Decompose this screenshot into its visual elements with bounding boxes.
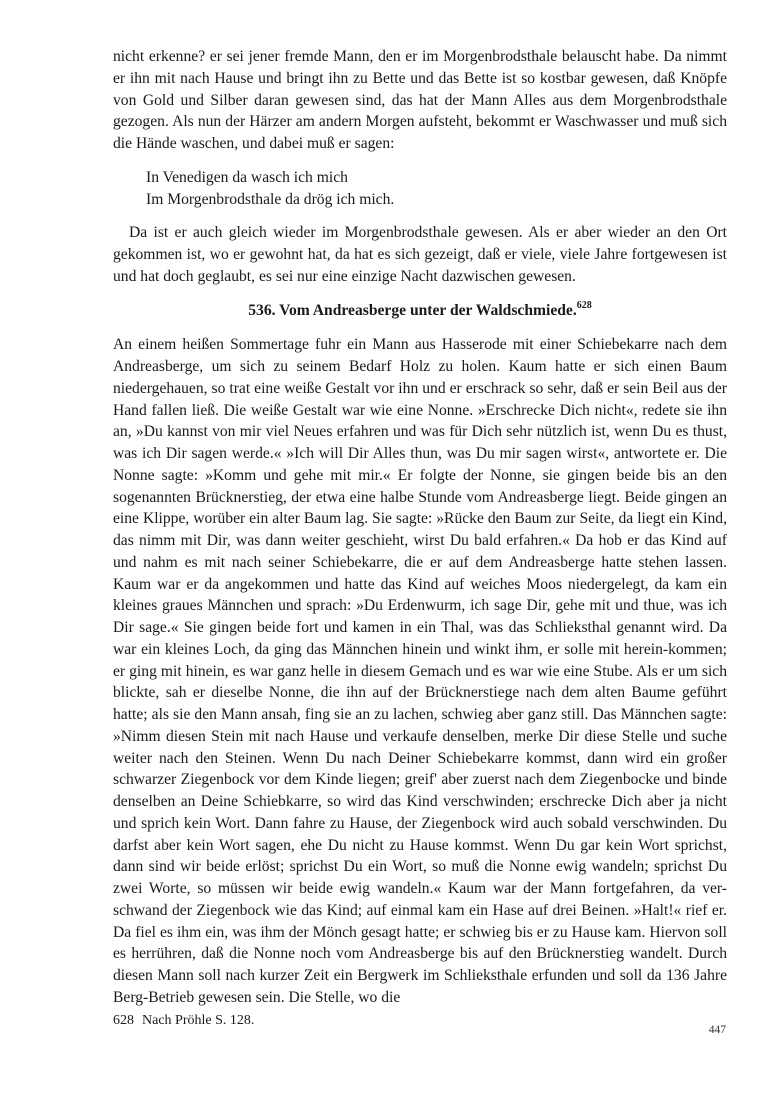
closing-paragraph: Da ist er auch gleich wieder im Morgenbrodsthale gewesen. Als er aber wieder an den Ort gekommen ist, wo er gewohnt hat, da hat es sich gezeigt, daß er viele, viele Jahre fortgewesen ist und hat doch geglaubt, es sei nur eine einzige Nacht dazwischen gewesen. <box>113 224 727 285</box>
top-paragraph: nicht erkenne? er sei jener fremde Mann, den er im Morgenbrodsthale belauscht habe. Da nimmt er ihn mit nach Hause und bringt ihn zu Bette und das Bette ist so kostbar gewesen, daß Knöpfe von Gold und Silber daran gewesen sind, das hat der Mann Alles aus dem Morgenbrodsthale gezogen. Als nun der Härzer am andern Morgen aufsteht, bekommt er Waschwasser und muß sich die Hände waschen, und dabei muß er sagen: <box>113 48 727 152</box>
footnote-reference: 628 <box>576 299 592 311</box>
section-body: An einem heißen Sommertage fuhr ein Mann aus Hasserode mit einer Schiebekarre nach dem Andreasberge, um sich zu seinem Bedarf Holz zu holen. Kaum hatte er sich einen Baum niedergehauen, so trat eine weiße Gestalt vor ihn und er erschrack so sehr, daß er sein Beil aus der Hand fallen ließ. Die weiße Gestalt war wie eine Nonne. »Erschrecke Dich nicht«, redete sie ihn an, »Du kannst von mir viel Neues erfahren und was für Dich sehr nützlich ist, wenn Du es thust, was ich Dir sagen werde.« »Ich will Dir Alles thun, was Du mir sagen wirst«, antwortete er. Die Nonne sagte: »Komm und gehe mit mir.« Er folgte der Nonne, sie gingen beide bis an den sogenannten Brücknerstieg, der etwa eine halbe Stunde vom Andreasberge liegt. Beide gingen an eine Klippe, worüber ein alter Baum lag. Sie sagte: »Rücke den Baum zur Seite, da liegt ein Kind, das nimm mit Dir, was dann weiter geschieht, wirst Du bald erfahren.« Da hob er das Kind auf und nahm es mit nach seiner Schiebekarre, die er auf dem Andreasberge hatte stehen lassen. Kaum war er da angekommen und hatte das Kind auf weiches Moos niedergelegt, da kam ein kleines graues Männchen und sprach: »Du Erdenwurm, ich sage Dir, gehe mit und thue, was ich Dir sage.« Sie gingen beide fort und kamen in ein Thal, was das Schlieksthal genannt wird. Da war ein kleines Loch, da ging das Männchen hinein und winkt ihm, er solle mit herein-kommen; er ging mit hinein, es war ganz helle in diesem Gemach und es war wie eine Stube. Als er um sich blickte, sah er dieselbe Nonne, die ihn auf der Brücknerstiege nach dem alten Baume geführt hatte; als sie den Mann ansah, fing sie an zu lachen, schwieg aber ganz still. Das Männchen sagte: »Nimm diesen Stein mit nach Hause und verkaufe denselben, merke Dir diese Stelle und suche weiter nach den Steinen. Wenn Du nach Deiner Schiebekarre kommst, dann wird ein großer schwarzer Ziegenbock vor dem Kinde liegen; greif' aber zuerst nach dem Ziegenbocke und binde denselben an Deine Schiebkarre, so wird das Kind verschwinden; erschrecke Dich aber ja nicht und sprich kein Wort. Dann fahre zu Hause, der Ziegenbock wird auch sobald verschwinden. Du darfst aber kein Wort sagen, ehe Du nicht zu Hause kommst. Wenn Du gar kein Wort sprichst, dann sind wir beide erlöst; sprichst Du ein Wort, so muß die Nonne ewig wandeln; sprichst Du zwei Worte, so müssen wir beide ewig wandeln.« Kaum war der Mann fortgefahren, da ver-schwand der Ziegenbock wie das Kind; auf einmal kam ein Hase auf drei Beinen. »Halt!« rief er. Da fiel es ihm ein, was ihm der Mönch gesagt hatte; er schwieg bis er zu Hause kam. Hiervon soll es herrühren, daß die Nonne noch vom Andreasberge bis auf den Brücknerstieg wandelt. Durch diesen Mann soll nach kurzer Zeit ein Bergwerk im Schlieksthale erfunden und soll da 136 Jahre Berg-Betrieb gewesen sein. Die Stelle, wo die <box>113 336 727 1006</box>
verse-block <box>146 167 727 211</box>
footnote-text: Nach Pröhle S. 128. <box>142 1012 255 1028</box>
page-number: 447 <box>708 1024 726 1036</box>
footnote <box>113 1010 727 1031</box>
page-content <box>113 46 727 1031</box>
verse-line-1: In Venedigen da wasch ich mich <box>146 168 348 186</box>
footnote-number: 628 <box>113 1012 134 1028</box>
section-heading <box>113 300 727 322</box>
section-title: 536. Vom Andreasberge unter der Waldschmiede. <box>248 301 577 319</box>
verse-line-2: Im Morgenbrodsthale da drög ich mich. <box>146 190 395 208</box>
